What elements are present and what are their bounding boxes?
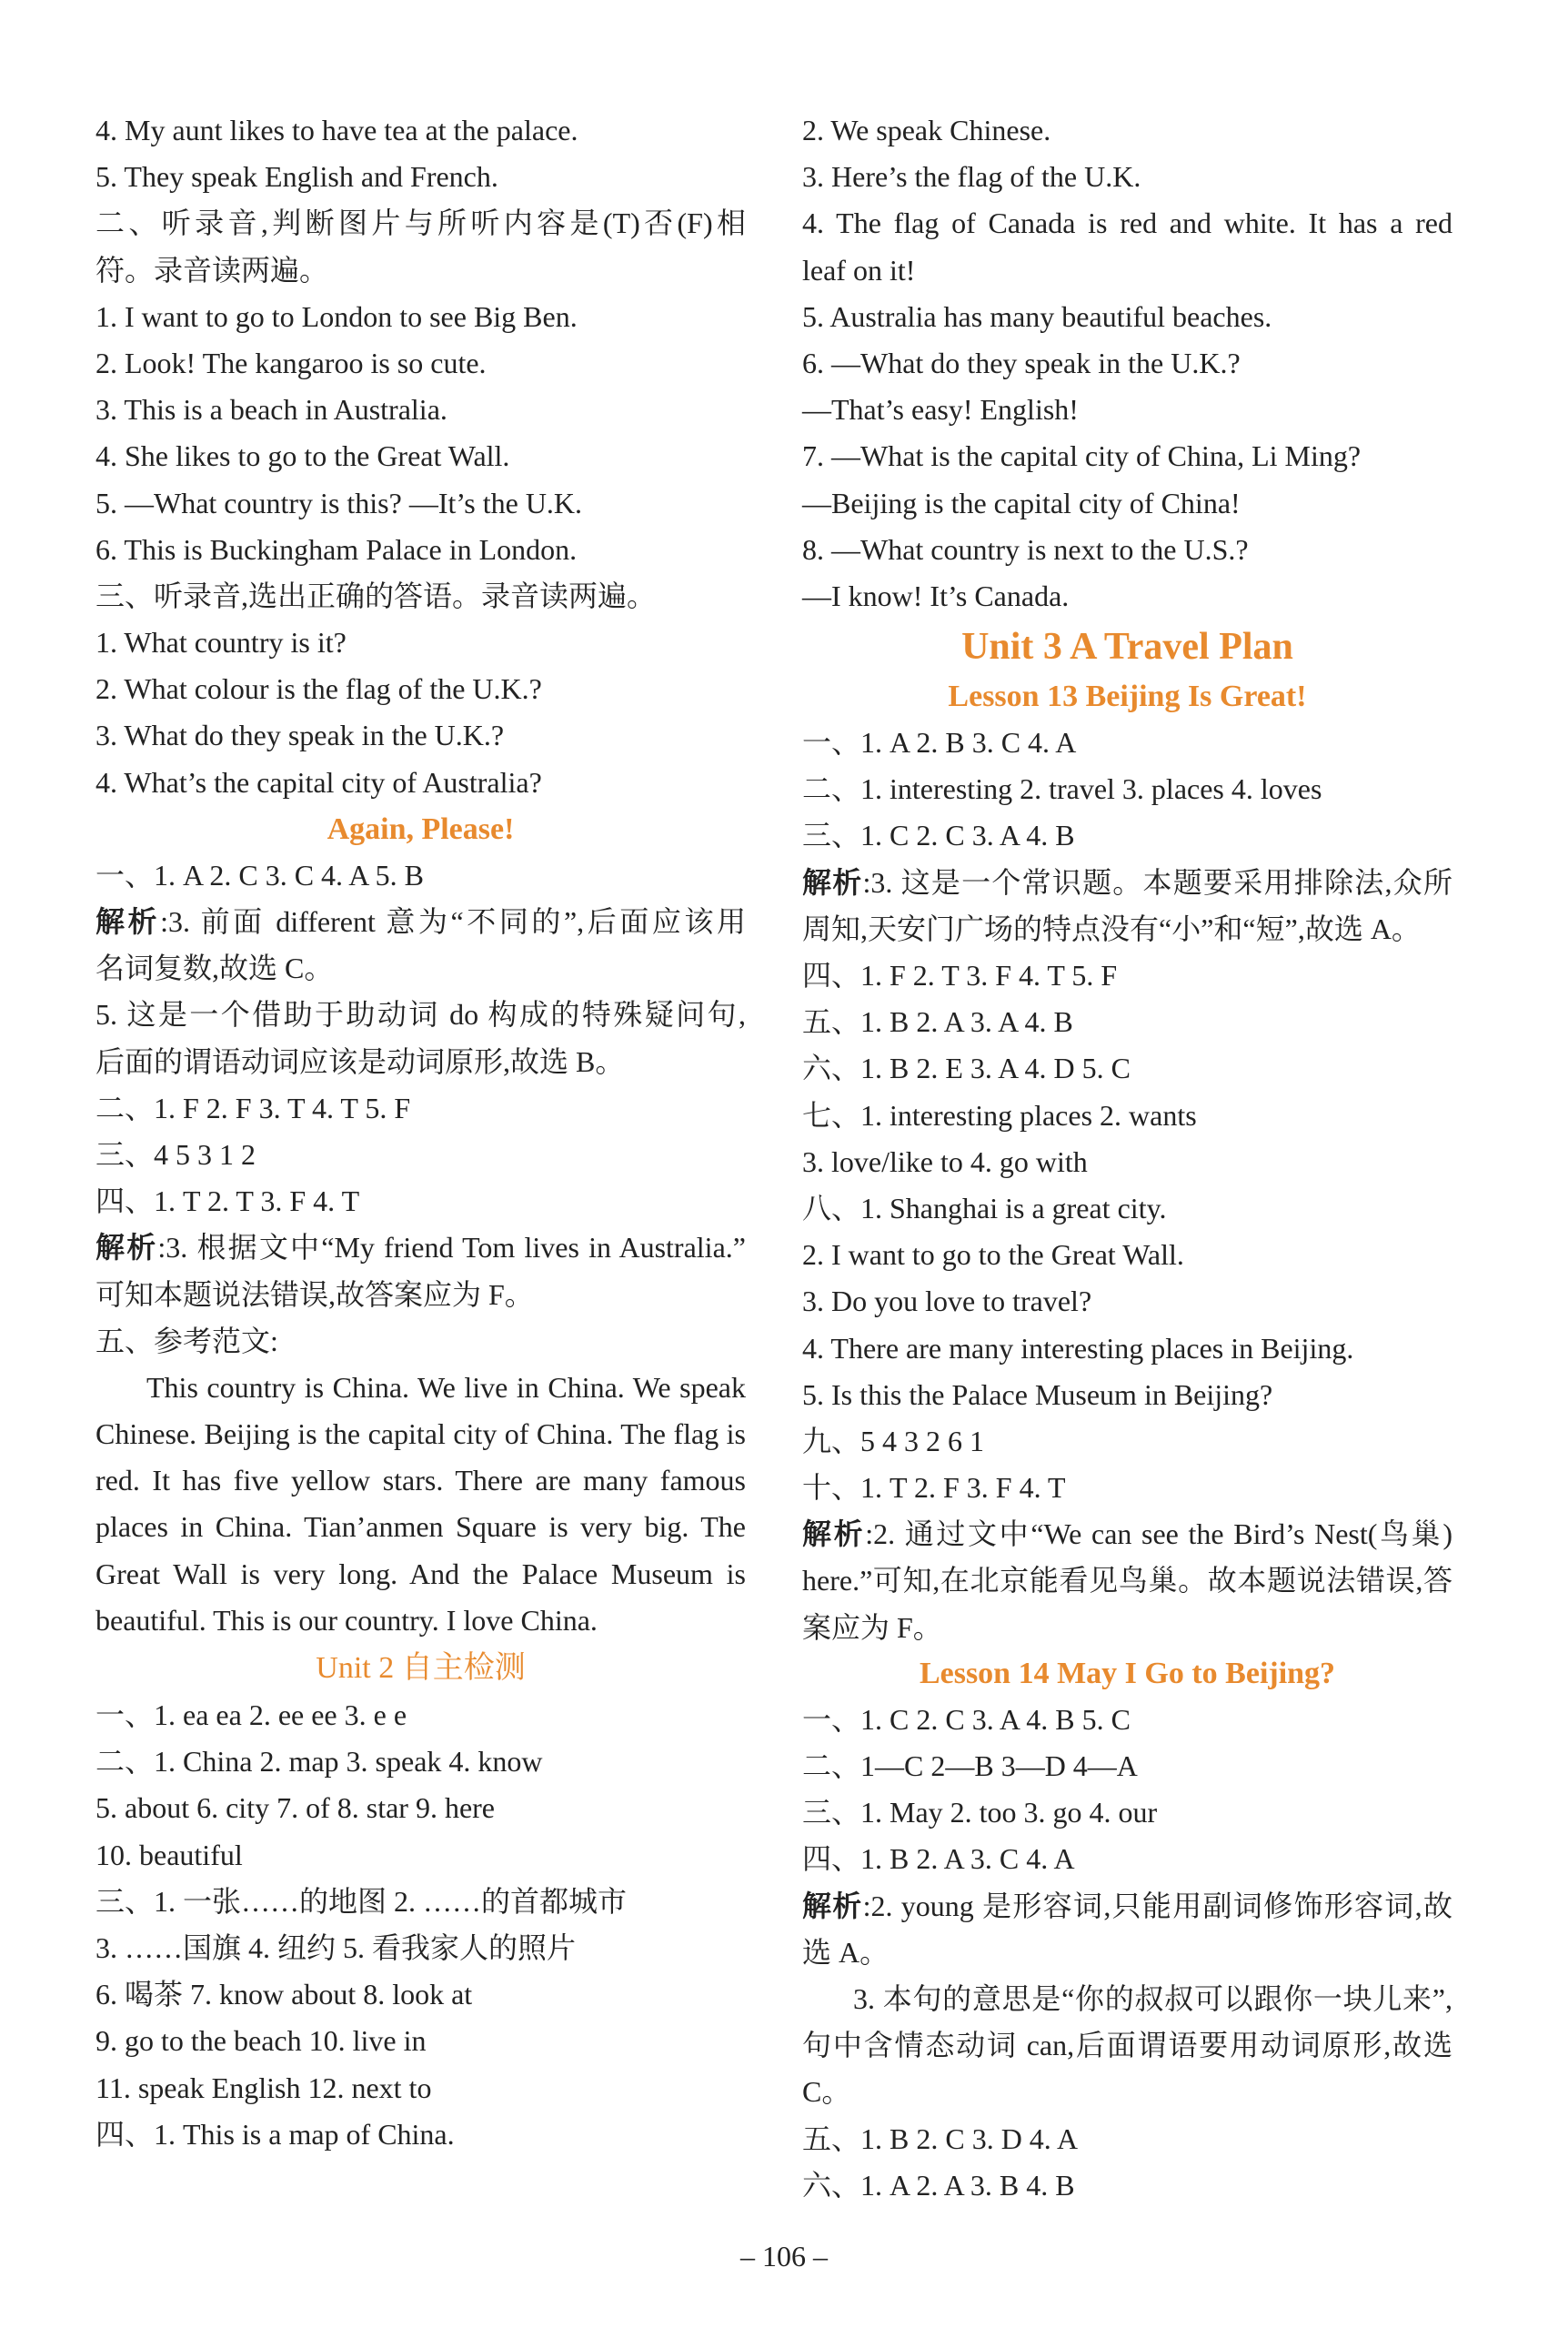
- text-line: 10. beautiful: [95, 1838, 243, 1871]
- text-line: —That’s easy! English!: [802, 393, 1079, 427]
- text-line: 5. 这是一个借助于助动词 do 构成的特殊疑问句,: [95, 998, 746, 1032]
- lesson-heading: Lesson 14 May I Go to Beijing?: [919, 1656, 1336, 1690]
- text-line: 8. —What country is next to the U.S.?: [802, 532, 1249, 566]
- text-line: 三、听录音,选出正确的答语。录音读两遍。: [95, 579, 657, 612]
- text-line: 9. go to the beach 10. live in: [95, 2024, 427, 2058]
- text-line: 1. I want to go to London to see Big Ben.: [95, 299, 578, 333]
- text-line: 三、4 5 3 1 2: [95, 1137, 256, 1171]
- section-heading: Unit 2 自主检测: [316, 1651, 526, 1686]
- text-line: 6. —What do they speak in the U.K.?: [802, 346, 1241, 379]
- text-line: 九、5 4 3 2 6 1: [802, 1424, 985, 1457]
- text-line: 4. What’s the capital city of Australia?: [95, 765, 542, 799]
- text-line: 八、1. Shanghai is a great city.: [802, 1191, 1167, 1224]
- text-line: 1. What country is it?: [95, 626, 347, 660]
- text-line: 7. —What is the capital city of China, Li Ming?: [802, 439, 1362, 473]
- text-line: 四、1. This is a map of China.: [95, 2117, 455, 2151]
- text-line: 三、1. C 2. C 3. A 4. B: [802, 819, 1075, 852]
- right-column: [802, 107, 1452, 2209]
- analysis-paragraph: [95, 1224, 746, 1271]
- text-line: 3. Do you love to travel?: [802, 1285, 1092, 1318]
- text-line: 4. She likes to go to the Great Wall.: [95, 439, 510, 473]
- analysis-text: :2. 通过文中“We can see the Bird’s Nest(鸟巢) here.”可知,在北京能看见鸟巢。故本题说法错误,答案应为 F。: [802, 1517, 1452, 1644]
- text-line: 五、1. B 2. C 3. D 4. A: [802, 2121, 1079, 2155]
- analysis-paragraph: [802, 1511, 1452, 1651]
- text-line: 4. My aunt likes to have tea at the palace.: [95, 114, 578, 146]
- text-line: 4. There are many interesting places in Beijing.: [802, 1331, 1354, 1365]
- text-line: —I know! It’s Canada.: [802, 579, 1070, 612]
- analysis-label: 解析: [802, 865, 863, 899]
- text-line: 二、1. China 2. map 3. speak 4. know: [95, 1745, 543, 1779]
- analysis-paragraph: [802, 860, 1452, 952]
- unit-heading: Unit 3 A Travel Plan: [961, 626, 1293, 669]
- section-heading: Again, Please!: [327, 811, 515, 846]
- text-line: 六、1. B 2. E 3. A 4. D 5. C: [802, 1052, 1131, 1085]
- text-line: 符。录音读两遍。: [95, 253, 329, 287]
- text-line: 5. about 6. city 7. of 8. star 9. here: [95, 1791, 495, 1825]
- text-line: 可知本题说法错误,故答案应为 F。: [95, 1277, 534, 1311]
- text-line: 五、参考范文:: [95, 1324, 278, 1357]
- text-line: 3. This is a beach in Australia.: [95, 393, 447, 427]
- text-line: 3. ……国旗 4. 纽约 5. 看我家人的照片: [95, 1931, 577, 1965]
- analysis-text: :3. 这是一个常识题。本题要采用排除法,众所周知,天安门广场的特点没有“小”和“短”,故选 A。: [802, 865, 1452, 945]
- text-line: 十、1. T 2. F 3. F 4. T: [802, 1471, 1066, 1505]
- analysis-text: :3. 前面 different 意为“不同的”,后面应该用: [160, 905, 746, 938]
- text-line: 四、1. B 2. A 3. C 4. A: [802, 1842, 1075, 1876]
- text-line: 5. Is this the Palace Museum in Beijing?: [802, 1377, 1273, 1411]
- analysis-label: 解析: [802, 1517, 866, 1551]
- text-line: 一、1. C 2. C 3. A 4. B 5. C: [802, 1702, 1131, 1736]
- text-paragraph: This country is China. We live in China. We speak Chinese. Beijing is the capital city of China. The flag is red. It has five yellow stars. There are many famous places in China. Tian’anmen Square is very big. The Great Wall is very long. And the Palace Museum is beautiful. This is our country. I love China.: [95, 1370, 746, 1637]
- text-line: 一、1. A 2. B 3. C 4. A: [802, 726, 1077, 760]
- analysis-label: 解析: [802, 1889, 863, 1922]
- text-line: 四、1. F 2. T 3. F 4. T 5. F: [802, 959, 1118, 993]
- text-line: 四、1. T 2. T 3. F 4. T: [95, 1184, 360, 1218]
- text-line: 5. —What country is this? —It’s the U.K.: [95, 486, 583, 519]
- text-line: 二、1—C 2—B 3—D 4—A: [802, 1749, 1138, 1783]
- text-line: 2. What colour is the flag of the U.K.?: [95, 672, 542, 706]
- analysis-label: 解析: [95, 1231, 158, 1265]
- text-line: 名词复数,故选 C。: [95, 952, 334, 985]
- text-line: 3. love/like to 4. go with: [802, 1144, 1088, 1178]
- text-line: 三、1. 一张……的地图 2. ……的首都城市: [95, 1884, 628, 1918]
- analysis-paragraph: [802, 1883, 1452, 1976]
- text-line: leaf on it!: [802, 253, 916, 287]
- text-paragraph: 3. 本句的意思是“你的叔叔可以跟你一块儿来”,句中含情态动词 can,后面谓语要用动词原形,故选 C。: [802, 1982, 1452, 2109]
- text-line: 3. What do they speak in the U.K.?: [95, 719, 505, 752]
- text-line: 一、1. ea ea 2. ee ee 3. e e: [95, 1698, 407, 1732]
- text-line: 一、1. A 2. C 3. C 4. A 5. B: [95, 858, 424, 892]
- text-line: 五、1. B 2. A 3. A 4. B: [802, 1005, 1073, 1039]
- text-line: 2. Look! The kangaroo is so cute.: [95, 346, 487, 379]
- text-line: —Beijing is the capital city of China!: [802, 486, 1241, 519]
- text-line: 5. Australia has many beautiful beaches.: [802, 299, 1272, 333]
- analysis-text: :3. 根据文中“My friend Tom lives in Australia.”: [157, 1231, 746, 1265]
- text-line: 三、1. May 2. too 3. go 4. our: [802, 1796, 1158, 1829]
- left-column: [95, 107, 746, 2158]
- text-line: 6. This is Buckingham Palace in London.: [95, 532, 578, 566]
- text-line: 4. The flag of Canada is red and white. It has a red: [802, 207, 1452, 240]
- text-line: 二、1. interesting 2. travel 3. places 4. loves: [802, 772, 1322, 806]
- analysis-paragraph: [95, 899, 746, 945]
- lesson-heading: Lesson 13 Beijing Is Great!: [948, 680, 1307, 714]
- text-line: 2. We speak Chinese.: [802, 114, 1051, 146]
- text-line: 六、1. A 2. A 3. B 4. B: [802, 2168, 1075, 2202]
- text-line: 后面的谓语动词应该是动词原形,故选 B。: [95, 1044, 625, 1078]
- text-line: 二、1. F 2. F 3. T 4. T 5. F: [95, 1091, 411, 1124]
- page-number: – 106 –: [740, 2240, 828, 2273]
- text-line: 3. Here’s the flag of the U.K.: [802, 160, 1141, 194]
- text-line: 七、1. interesting places 2. wants: [802, 1098, 1197, 1132]
- analysis-text: :2. young 是形容词,只能用副词修饰形容词,故选 A。: [802, 1889, 1452, 1969]
- text-line: 6. 喝茶 7. know about 8. look at: [95, 1978, 473, 2011]
- text-line: 11. speak English 12. next to: [95, 2071, 432, 2104]
- text-line: 2. I want to go to the Great Wall.: [802, 1238, 1184, 1272]
- text-line: 5. They speak English and French.: [95, 160, 498, 194]
- analysis-label: 解析: [95, 905, 161, 938]
- text-line: 二、听录音,判断图片与所听内容是(T)否(F)相: [95, 207, 746, 240]
